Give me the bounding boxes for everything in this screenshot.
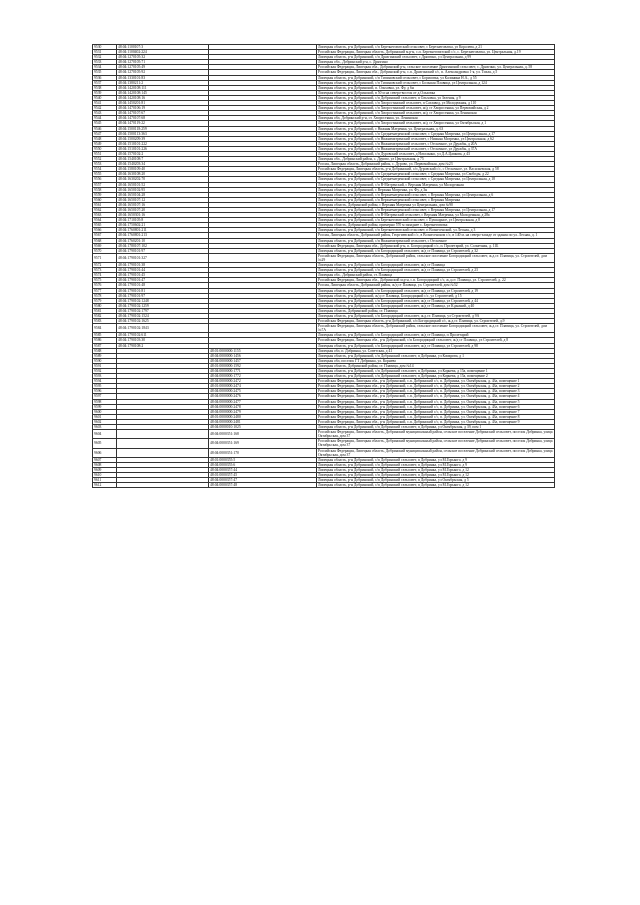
address-cell: Липецкая область, р-н Добринский, с/п Типиновский сельсовет, с Борисовка, ул Калинина Н.А., д 55 <box>317 75 555 80</box>
address-cell: Российская Федерация, Липецкая область, р-н Добринский, с/п Дуровский с/с, с Отскочное, ул. Васильевская, д 58 <box>317 167 555 172</box>
cadastral-number-cell: 48:04:1760801:213 <box>117 233 209 238</box>
address-cell: Липецкая область, р-н Добринский, с/п Добринский сельсовет, п Добринка, ул Октябрьская, д 39, пом 1 <box>317 425 555 430</box>
row-number-cell: 9537 <box>93 80 117 85</box>
cadastral-number-cell: 48:04:1270105:92 <box>117 70 209 75</box>
address-cell: Липецкая область, р-н Добринский, с/п Добринский сельсовет, п Добринка, ул М.Горького, д 12 <box>317 467 555 472</box>
property-registry-table <box>92 44 555 488</box>
cadastral-number-cell: 48:04:1540108:7 <box>117 157 209 162</box>
address-cell: Российская Федерация, Липецкая обл., р-н Добринский, с.п. Добринский с/с, п. Добринка, ул. Октябрьская, д. 43а, помещение 9 <box>317 419 555 424</box>
address-cell: Липецкая область, р-н Добринский, с/п Среднематренский сельсовет, с Средняя Матренка, ул Свободы, д 22 <box>317 172 555 177</box>
cadastral-number-cell: 48:04:1500209:39 <box>117 136 209 141</box>
row-number-cell: 9549 <box>93 141 117 146</box>
address-cell: Липецкая обл, п. Добринка, ул. Советская, д 41 <box>317 348 555 353</box>
address-cell: Липецкая область, р-н Добринский, с/п Среднематренский сельсовет, с Средняя Матренка, ул Центральная, д 17 <box>317 131 555 136</box>
cadastral-number-cell: 48:04:1420108:111 <box>117 85 209 90</box>
cadastral-number-cell: 48:04:1760201:10 <box>117 238 209 243</box>
table-row <box>93 324 555 333</box>
cadastral-number-cell: 48:04:1790101:97 <box>117 248 209 253</box>
cadastral-number-alt-cell: 48:04:0000357:47 <box>209 478 317 483</box>
cadastral-number-cell: 48:04:1790101:44 <box>117 268 209 273</box>
row-number-cell: 9554 <box>93 167 117 172</box>
cadastral-number-cell: 48:04:1790101:97 <box>117 293 209 298</box>
cadastral-number-cell <box>117 448 209 457</box>
cadastral-number-cell: 48:04:1510101:222 <box>117 141 209 146</box>
cadastral-number-cell: 48:04:1420108:145 <box>117 90 209 95</box>
address-cell: Российская Федерация, Липецкая область, Добринский район, сельское поселение Богородицкий сельсовет, ж.д.ст. Плавица, ул. Строителей, дом №7А <box>317 324 555 333</box>
address-cell: Липецкая область, Добринский район, ст. Плавица <box>317 308 555 313</box>
cadastral-number-cell: 48:04:1710105:8 <box>117 218 209 223</box>
cadastral-number-alt-cell: 48:04:0000000:1771 <box>209 369 317 374</box>
cadastral-number-alt-cell: 48:01:0000000:1592 <box>209 363 317 368</box>
row-number-cell: 9577 <box>93 288 117 293</box>
cadastral-number-alt-cell: 48:01:0000357:45 <box>209 472 317 477</box>
cadastral-number-cell: 48:04:1470119:22 <box>117 121 209 126</box>
row-number-cell: 9593 <box>93 374 117 379</box>
cadastral-number-alt-cell: 48:04:0000000:2479 <box>209 409 317 414</box>
address-cell: Липецкая область, Добринский район, примерно 570 м западнее с. Березнеговатка <box>317 223 555 228</box>
address-cell: Липецкая область, р-н Добринский, с/п Нижнематренский сельсовет, с Отскочное, ул Дружбы, д 20А <box>317 141 555 146</box>
row-number-cell: 9588 <box>93 348 117 353</box>
row-number-cell: 9568 <box>93 238 117 243</box>
row-number-cell: 9532 <box>93 55 117 60</box>
row-number-cell: 9605 <box>93 439 117 448</box>
address-cell: Липецкая область, р-н Добринский, с/п Березнеговатский сельсовет, п Вознесенский, ул Лесная, д 3 <box>317 228 555 233</box>
row-number-cell: 9598 <box>93 399 117 404</box>
address-cell: Липецкая область, р-н Добринский, с/п В-Матренский сельсовет, с Верхняя Матренка, ул Молодежная, д 28а <box>317 213 555 218</box>
cadastral-number-alt-cell: 48:04:0000010:1025 <box>209 425 317 430</box>
address-cell: Липецкая область, р-н Добринский, с/п Богородицкий сельсовет, ж/д ст Плавица, п Пролетарий <box>317 333 555 338</box>
cadastral-number-cell: 48:04:1650301:16 <box>117 213 209 218</box>
row-number-cell: 9611 <box>93 478 117 483</box>
row-number-cell: 9594 <box>93 379 117 384</box>
row-number-cell: 9551 <box>93 151 117 156</box>
cadastral-number-cell: 48:04:1100107:3 <box>117 45 209 50</box>
row-number-cell: 9586 <box>93 338 117 343</box>
cadastral-number-cell: 48:04:1420108:16 <box>117 95 209 100</box>
address-cell: Липецкая обл., Добринский район, ст. Плавица <box>317 273 555 278</box>
row-number-cell: 9601 <box>93 414 117 419</box>
row-number-cell: 9555 <box>93 172 117 177</box>
cadastral-number-alt-cell <box>209 324 317 333</box>
row-number-cell: 9576 <box>93 283 117 288</box>
cadastral-number-cell: 48:04:1630202:70 <box>117 177 209 182</box>
cadastral-number-cell: 48:04:1580109:40 <box>117 167 209 172</box>
document-page <box>92 44 554 488</box>
row-number-cell: 9575 <box>93 278 117 283</box>
address-cell: Липецкая область, р-н Добринский, с/п Среднематренский сельсовет, с Средняя Матренка, ул Центральная, д 18 <box>317 177 555 182</box>
cadastral-number-cell: 48:04:1790103:30 <box>117 338 209 343</box>
cadastral-number-alt-cell: 48:04:0000351:168 <box>209 430 317 439</box>
row-number-cell: 9585 <box>93 333 117 338</box>
cadastral-number-alt-cell: 48:04:0000000:2481 <box>209 419 317 424</box>
row-number-cell: 9535 <box>93 70 117 75</box>
address-cell: Липецкая область, р-н Добринский, с/п Богородицкий сельсовет, ж/д ст Плавица <box>317 263 555 268</box>
address-cell: Липецкая область, р-н Добринский, с Нижняя Матренка, ул. Центральная, д. 63 <box>317 126 555 131</box>
cadastral-number-cell <box>117 483 209 488</box>
address-cell: Липецкая обл., Добринский район, с. Дурово, ул Центральная, д 75 <box>317 157 555 162</box>
address-cell: Липецкая область, р-н Добринский, с/п Богородицкий сельсовет, ж.д.ст. Плавица, ул Строителей, д 9А <box>317 313 555 318</box>
address-cell: Липецкая область, р-н Добринский, с/п Нижнематренский сельсовет, с Нижняя Матренка, ул Центральная, д 62 <box>317 136 555 141</box>
address-cell: Липецкая область, р-н Добринский, с/п Добринский сельсовет, п Ольховка, ул Зеленая, д 9 <box>317 95 555 100</box>
cadastral-number-cell: 48:04:1270105:49 <box>117 65 209 70</box>
address-cell: Российская Федерация, Липецкая обл., Добринский р-н, п. Богородицкий с/с, п. Пролетарий, ул. Солнечная, д. 11Б <box>317 243 555 248</box>
cadastral-number-cell: 48:04:1650104:28 <box>117 192 209 197</box>
address-cell: Россия, Липецкая область, Добринский район, с. Дурово, ул. Первомайская, дом №23 <box>317 162 555 167</box>
cadastral-number-alt-cell: 48:04:0000000:2478 <box>209 404 317 409</box>
cadastral-number-cell: 48:04:1650107:16 <box>117 202 209 207</box>
cadastral-number-cell: 48:04:1570102:2 <box>117 151 209 156</box>
row-number-cell: 9563 <box>93 213 117 218</box>
cadastral-number-cell: 48:04:1270105:32 <box>117 55 209 60</box>
address-cell: Липецкая область, р-н Добринский, ж/д ст Плавица, Богородицкий с/с, ул Строителей, д 15 <box>317 293 555 298</box>
address-cell: Липецкая область, р-н Добринский, с/п Богородицкий сельсовет, ж/д ст Плавица, ул Строителей, д 98 <box>317 343 555 348</box>
row-number-cell: 9567 <box>93 233 117 238</box>
cadastral-number-alt-cell <box>209 253 317 262</box>
row-number-cell: 9550 <box>93 146 117 151</box>
address-cell: Липецкая область, р-н Добринский, п. Ольховка, ул. Фу, д 6н <box>317 85 555 90</box>
address-cell: Липецкая область, р-н Добринский, с/п Верхнематренский сельсовет, с Верхняя Матренка <box>317 197 555 202</box>
row-number-cell: 9545 <box>93 121 117 126</box>
row-number-cell: 9536 <box>93 75 117 80</box>
cadastral-number-alt-cell: 48:04:0000000:2472 <box>209 379 317 384</box>
row-number-cell: 9543 <box>93 111 117 116</box>
address-cell: Липецкая обл, Добринский р-н, ст. Хворостянка, ул. Ленинская <box>317 116 555 121</box>
row-number-cell: 9531 <box>93 50 117 55</box>
address-cell: Липецкая область, р-н Добринский, с/п Богородицкий сельсовет, ж/д ст Плавица, ул Строителей, д 19 <box>317 288 555 293</box>
address-cell: Липецкая область, Добринский район, с Верхняя Матренка ул Центральная, дом №90 <box>317 202 555 207</box>
cadastral-number-cell: 48:04:1750602:21 <box>117 223 209 228</box>
table-row <box>93 483 555 488</box>
cadastral-number-alt-cell: 48:01:0000000:1155 <box>209 348 317 353</box>
cadastral-number-alt-cell: 48:04:0000351:170 <box>209 448 317 457</box>
row-number-cell: 9574 <box>93 273 117 278</box>
row-number-cell: 9553 <box>93 162 117 167</box>
address-cell: Липецкая область, р-н Добринский, с Верхняя Матренка, ул. Фу, д 3н <box>317 187 555 192</box>
cadastral-number-cell: 48:04:1790102:1625 <box>117 319 209 324</box>
cadastral-number-cell: 48:04:1790102:1248 <box>117 298 209 303</box>
address-cell: Липецкая обл, поселок ГТ Добринка, ул. Корнева <box>317 358 555 363</box>
cadastral-number-alt-cell: 48:04:0000000:1456 <box>209 353 317 358</box>
row-number-cell: 9562 <box>93 208 117 213</box>
row-number-cell: 9595 <box>93 384 117 389</box>
table-row <box>93 430 555 439</box>
cadastral-number-alt-cell: 48:04:0000000:2475 <box>209 389 317 394</box>
row-number-cell: 9580 <box>93 303 117 308</box>
cadastral-number-alt-cell: 48:04:0000357:44 <box>209 467 317 472</box>
row-number-cell: 9571 <box>93 253 117 262</box>
cadastral-number-cell: 48:04:1790101:81 <box>117 288 209 293</box>
row-number-cell: 9542 <box>93 106 117 111</box>
row-number-cell: 9608 <box>93 462 117 467</box>
address-cell: Российская Федерация, Липецкая обл., р-н Добринский, с/п Богородицкий сельсовет, ж/д ст Плавица, ул Строителей, д 8 <box>317 338 555 343</box>
address-cell: Липецкая обл., Добринский р-н, с. Дрязгино <box>317 60 555 65</box>
cadastral-number-cell: 48:04:1790101:327 <box>117 253 209 262</box>
address-cell: Липецкая область, р-н Добринский, с/п Типиновский сельсовет, с Большая Плавица, ул Центральная, д 124 <box>317 80 555 85</box>
address-cell: Липецкая область, Добринский район, ст. Плавица, дом №14 <box>317 363 555 368</box>
address-cell: Липецкая область, р-н Добринский, с/п Богородицкий сельсовет, ж/д ст Плавица, ул Строителей, д 32 <box>317 248 555 253</box>
row-number-cell: 9552 <box>93 157 117 162</box>
address-cell: Липецкая область, р-н Добринский, с/п Березнеговатский сельсовет, с Пушкарное, ул Центральная, д 8 <box>317 218 555 223</box>
address-cell: Российская Федерация, Липецкая обл., р-н Добринский, с.п. Добринский с/с, п. Добринка, ул. Октябрьская, д. 43а, помещение 1 <box>317 379 555 384</box>
address-cell: Липецкая область, р-н Добринский, с/п Нижнематренский сельсовет, с Отскочное <box>317 238 555 243</box>
row-number-cell: 9606 <box>93 448 117 457</box>
row-number-cell: 9596 <box>93 389 117 394</box>
row-number-cell: 9541 <box>93 101 117 106</box>
cadastral-number-cell: 48:04:1780107:102 <box>117 243 209 248</box>
row-number-cell: 9587 <box>93 343 117 348</box>
address-cell: Российская Федерация, Липецкая область, Добринский муниципальный район, сельское поселение Добринский сельсовет, поселок Добринка, улица Октябрьская, дом 37 <box>318 430 553 439</box>
address-cell: Липецкая область, р-н Добринский, с/п Богородицкий сельсовет, ж/д ст Плавица, ул Строителей, д 23 <box>317 268 555 273</box>
row-number-cell: 9566 <box>93 228 117 233</box>
cadastral-number-alt-cell: 48:04:0000000:2477 <box>209 399 317 404</box>
row-number-cell: 9579 <box>93 298 117 303</box>
row-number-cell: 9607 <box>93 457 117 462</box>
address-cell: Липецкая область, р-н Добринский, в 50 м на северо-восток от д.Ольховка <box>317 90 555 95</box>
address-cell: Липецкая область, р-н Добринский, с/п Дуровский сельсовет, д Натальино, ул Д.А.Цапкова, д 43 <box>317 151 555 156</box>
row-number-cell: 9530 <box>93 45 117 50</box>
row-number-cell: 9600 <box>93 409 117 414</box>
row-number-cell: 9561 <box>93 202 117 207</box>
address-cell: Российская Федерация, Липецкая обл., р-н Добринский, с.п. Добринский с/с, п. Добринка, ул. Октябрьская, д. 43а, помещение 2 <box>317 384 555 389</box>
address-cell: Россия, Липецкая область, Добринский район, ж/д ст Плавица, ул. Строителей, дом №52 <box>317 283 555 288</box>
row-number-cell: 9570 <box>93 248 117 253</box>
cadastral-number-cell: 48:04:1330101:83 <box>117 75 209 80</box>
address-cell: Российская Федерация, Липецкая обл., р-н Добринский, с.п. Добринский с/с, п. Добринка, ул. Октябрьская, д. 43а, помещение 4 <box>317 394 555 399</box>
cadastral-number-cell: 48:04:1650107:12 <box>117 197 209 202</box>
address-cell: Липецкая область, р-н Добринский, с/п Хворостянский сельсовет, п Сахзавод, ул Молодежная, д 110 <box>317 101 555 106</box>
address-cell: Липецкая область, р-н Добринский, с/п Верхнематренский сельсовет, с Верхняя Матренка, ул Центральная, д 6 <box>317 192 555 197</box>
row-number-cell: 9547 <box>93 131 117 136</box>
cadastral-number-cell: 48:04:1510101:226 <box>117 146 209 151</box>
cadastral-number-cell: 48:04:1790102:1797 <box>117 308 209 313</box>
row-number-cell: 9559 <box>93 192 117 197</box>
row-number-cell: 9539 <box>93 90 117 95</box>
row-number-cell: 9591 <box>93 363 117 368</box>
address-cell: Российская Федерация, Липецкая обл., р-н Добринский, с.п. Добринский с/с, п. Добринка, ул. Октябрьская, д. 43а, помещение 3 <box>317 389 555 394</box>
address-cell: Липецкая область, р-н Добринский, с/п Богородицкий сельсовет, ж/д ст Плавица, ул К.рнаний, д 40 <box>317 303 555 308</box>
cadastral-number-cell: 48:04:1760801:211 <box>117 228 209 233</box>
cadastral-number-alt-cell: 48:01:0000000:2474 <box>209 384 317 389</box>
row-number-cell: 9582 <box>93 313 117 318</box>
address-cell: Липецкая область, р-н Добринский, с/п Добринский сельсовет, п Добринка, ул М.Горького, д 9 <box>317 462 555 467</box>
cadastral-number-cell: 48:04:1650101:52 <box>117 182 209 187</box>
address-cell: Российская Федерация, Липецкая обл., Добринский р-н, с.п. Дрязгинский с/с, п. Александровка 1-я, ул. Тихая, д 5 <box>317 70 555 75</box>
cadastral-number-cell <box>117 439 209 448</box>
cadastral-number-cell: 48:04:1790101:45 <box>117 273 209 278</box>
row-number-cell: 9558 <box>93 187 117 192</box>
row-number-cell: 9603 <box>93 425 117 430</box>
cadastral-number-alt-cell: 48:04:0000000:1772 <box>209 374 317 379</box>
address-cell: Российская Федерация, Липецкая область, Добринский муниципальный район, сельское поселение Добринский сельсовет, поселок Добринка, улица Октябрьская, дом 37 <box>318 448 553 457</box>
row-number-cell: 9534 <box>93 65 117 70</box>
row-number-cell: 9569 <box>93 243 117 248</box>
cadastral-number-alt-cell: 48:04:0000355:6 <box>209 462 317 467</box>
cadastral-number-cell: 48:04:1450201:81 <box>117 101 209 106</box>
table-row <box>93 253 555 262</box>
cadastral-number-cell: 48:04:1470107:68 <box>117 116 209 121</box>
address-cell: Липецкая область, р-н Добринский, с/п Дрязгинский сельсовет, с Дрязгино, ул Центральная, д 99 <box>317 55 555 60</box>
address-cell: Российская Федерация, Липецкая область, Добринский м.р-н, с.п. Березнеговатский с/с, с. Березнеговатка, ул. Центральная, д.19 <box>317 50 555 55</box>
row-number-cell: 9589 <box>93 353 117 358</box>
row-number-cell: 9583 <box>93 319 117 324</box>
cadastral-number-cell: 48:04:1790102:611 <box>117 333 209 338</box>
row-number-cell: 9578 <box>93 293 117 298</box>
cadastral-number-cell: 48:04:1380211:2 <box>117 80 209 85</box>
address-cell: Российская Федерация, Липецкая обл., р-н Добринский, с.п. Добринский с/с, п. Добринка, ул. Октябрьская, д. 43а, помещение 7 <box>317 409 555 414</box>
row-number-cell: 9604 <box>93 430 117 439</box>
cadastral-number-cell: 48:04:1630108:20 <box>117 172 209 177</box>
table-row <box>93 448 555 457</box>
row-number-cell: 9546 <box>93 126 117 131</box>
cadastral-number-alt-cell: 48:01:0000000:2480 <box>209 414 317 419</box>
address-cell: Липецкая область, р-н Добринский, с/п Нижнематренский сельсовет, с Отскочное, ул Дружбы, д 37А <box>317 146 555 151</box>
row-number-cell: 9557 <box>93 182 117 187</box>
cadastral-number-cell <box>117 430 209 439</box>
row-number-cell: 9590 <box>93 358 117 363</box>
row-number-cell: 9584 <box>93 324 117 333</box>
address-cell: Липецкая область, р-н Добринский, с/п Богородицкий сельсовет, ж/д ст Плавица, ул Строителей, д 44 <box>317 298 555 303</box>
address-cell: Липецкая область, р-н Добринский, с/п Хворостянский сельсовет, ж/д ст Хворостянка, ул Ленинская <box>317 111 555 116</box>
cadastral-number-cell: 48:04:1650102:95 <box>117 187 209 192</box>
cadastral-number-alt-cell: 48:04:0000351:169 <box>209 439 317 448</box>
address-cell: Липецкая область, р-н Добринский, с/п Добринский сельсовет, п Добринка, ул М.Горького, д 12 <box>317 472 555 477</box>
address-cell: Липецкая область, р-н Добринский, с/п Хворостянский сельсовет, ж/д ст Хворостянка, ул Первомайская, д 2 <box>317 106 555 111</box>
address-cell: Липецкая область, р-н Добринский, с/п В-Матренский, с Верхняя Матренка, ул Молодежная <box>317 182 555 187</box>
cadastral-number-cell: 48:04:1790108:2 <box>117 343 209 348</box>
row-number-cell: 9592 <box>93 369 117 374</box>
cadastral-number-alt-cell: 48:01:0000355:5 <box>209 457 317 462</box>
address-cell: Липецкая область, р-н Добринский, с/п Добринский сельсовет, п Добринка, ул Корнева, д 15а, помещение 2 <box>317 374 555 379</box>
row-number-cell: 9599 <box>93 404 117 409</box>
address-cell: Липецкая область, р-н Добринский, с/п Березнеговатский сельсовет, с Березнеговатка, ул Королева, д 21 <box>317 45 555 50</box>
row-number-cell: 9560 <box>93 197 117 202</box>
row-number-cell: 9544 <box>93 116 117 121</box>
cadastral-number-cell: 48:04:1790101:38 <box>117 263 209 268</box>
cadastral-number-cell: 48:04:1270105:71 <box>117 60 209 65</box>
row-number-cell: 9538 <box>93 85 117 90</box>
row-number-cell: 9581 <box>93 308 117 313</box>
address-cell: Российская Федерация, Липецкая обл., Добринский м.р-н, с.п. Богородицкий с/с, ж.д.ст. Плавица, ул. Строителей, д. 22 <box>317 278 555 283</box>
address-cell: Липецкая область, р-н Добринский, с/п Добринский сельсовет, п Добринка, ул Комарова, д 1 <box>317 353 555 358</box>
row-number-cell: 9565 <box>93 223 117 228</box>
address-cell: Россия, Липецкая область, Добринский район, Георгиевский с/с, в Вознесенском с/с, в 140 м. на северо-западе от здания по ул. Лесная, д. 1 <box>317 233 555 238</box>
address-cell: Российская Федерация, Липецкая обл., р-н Добринский, с.п. Добринский с/с, п. Добринка, ул. Октябрьская, д. 43а, помещение 5 <box>317 399 555 404</box>
cadastral-number-cell: 48:04:1470106:19 <box>117 106 209 111</box>
cadastral-number-cell: 48:04:1500113:363 <box>117 131 209 136</box>
cadastral-number-cell: 48:04:1790101:48 <box>117 283 209 288</box>
cadastral-number-cell: 48:04:1790102:1259 <box>117 303 209 308</box>
row-number-cell: 9610 <box>93 472 117 477</box>
address-cell: Липецкая область, р-н Добринский, с/п Хворостянский сельсовет, ж/д ст Хворостянка, ул Октябрьская, д 1 <box>317 121 555 126</box>
address-cell: Российская Федерация, Липецкая область, Добринский район, сельское поселение Богородицкий сельсовет, ж.д.ст. Плавица, ул. Строителей, дом №29 <box>317 253 555 262</box>
cadastral-number-alt-cell: 48:04:0000357:48 <box>209 483 317 488</box>
address-cell: Российская Федерация, Липецкая обл., р-н Добринский, с.п. Добринский с/с, п. Добринка, ул. Октябрьская, д. 43а, помещение 6 <box>317 404 555 409</box>
address-cell: Липецкая область, р-н Добринский, с/п Добринский сельсовет, п Добринка, ул М.Горького, д 12 <box>317 483 555 488</box>
cadastral-number-alt-cell: 48:04:0000000:1457 <box>209 358 317 363</box>
row-number-cell: 9540 <box>93 95 117 100</box>
cadastral-number-alt-cell: 48:04:0000000:2476 <box>209 394 317 399</box>
cadastral-number-cell: 48:04:1790102:1524 <box>117 313 209 318</box>
address-cell: Липецкая область, р-н Добринский, с/п Добринский сельсовет, п Добринка, ул М.Горького, д 9 <box>317 457 555 462</box>
row-number-cell: 9556 <box>93 177 117 182</box>
cadastral-number-cell: 48:04:1470107:67 <box>117 111 209 116</box>
row-number-cell: 9609 <box>93 467 117 472</box>
cadastral-number-cell: 48:04:1650107:20 <box>117 208 209 213</box>
cadastral-number-cell: 48:04:1540203:34 <box>117 162 209 167</box>
row-number-cell: 9602 <box>93 419 117 424</box>
cadastral-number-cell: 48:04:1790101:47 <box>117 278 209 283</box>
cadastral-number-cell: 48:04:1790102:1843 <box>117 324 209 333</box>
address-cell: Липецкая область, р-н Добринский, с/п Добринский сельсовет, п Добринка, ул Октябрьская, д 5 <box>317 478 555 483</box>
cadastral-number-cell: 48:04:1100402:224 <box>117 50 209 55</box>
address-cell: Российская Федерация, Липецкая обл., р-н Добринский, с.п. Добринский с/с, п. Добринка, ул. Октябрьская, д. 43а, помещение 8 <box>317 414 555 419</box>
address-cell: Российская Федерация, Липецкая область, Добринский муниципальный район, сельское поселение Добринский сельсовет, поселок Добринка, улица Октябрьская, дом 37 <box>318 439 553 448</box>
address-cell: Липецкая область, р-н Добринский, с/п Добринский сельсовет, п Добринка, ул Корнева, д 15а, помещение 1 <box>317 369 555 374</box>
address-cell: Российская Федерация, Липецкая обл., Добринский р-н, сельское поселение Дрязгинский сельсовет, с. Дрязгино, ул. Центральная, д. 58 <box>317 65 555 70</box>
address-cell: Российская Федерация, Липецкая область, р-н Добринский, с/п Богородицкий с/с, ж.д.ст. Плавица, ул. Строителей, д.9 <box>317 319 555 324</box>
table-body <box>93 45 555 488</box>
row-number-cell: 9597 <box>93 394 117 399</box>
row-number-cell: 9548 <box>93 136 117 141</box>
row-number-cell: 9573 <box>93 268 117 273</box>
row-number-cell: 9533 <box>93 60 117 65</box>
row-number-cell: 9564 <box>93 218 117 223</box>
cadastral-number-cell: 48:04:1500118:259 <box>117 126 209 131</box>
row-number-cell: 9612 <box>93 483 117 488</box>
table-row <box>93 439 555 448</box>
address-cell: Липецкая область, р-н Добринский, с/п Верхнематренский сельсовет, с Верхняя Матренка, ул Центральная, д 17 <box>317 208 555 213</box>
row-number-cell: 9572 <box>93 263 117 268</box>
